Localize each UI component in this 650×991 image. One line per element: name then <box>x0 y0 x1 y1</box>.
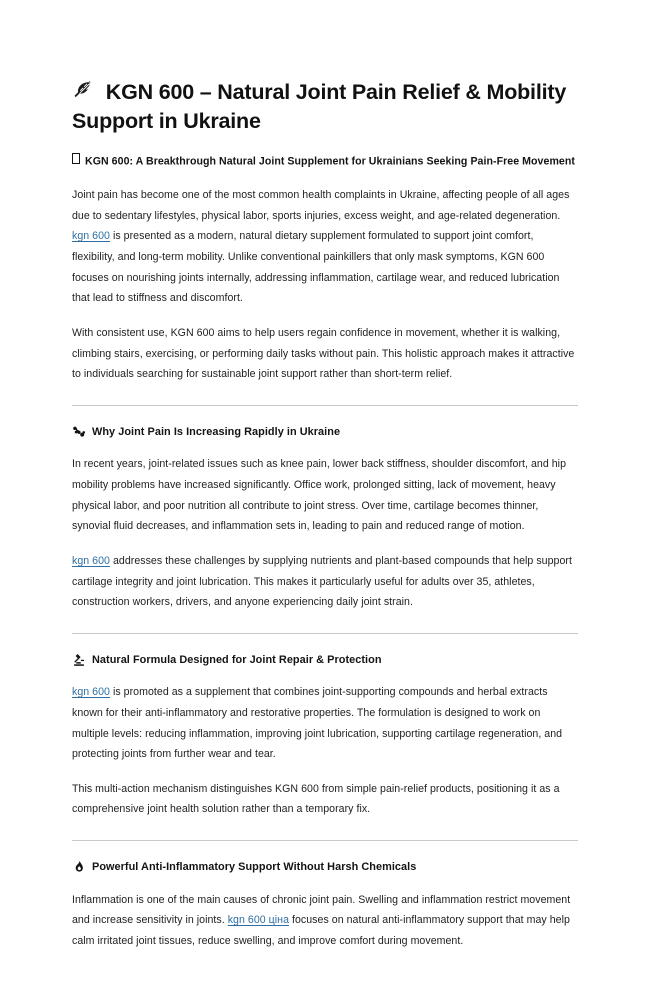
section-heading <box>72 424 578 440</box>
section-paragraph <box>72 682 578 765</box>
intro-paragraph-2: With consistent use, KGN 600 aims to help users regain confidence in movement, whether it is walking, climbing stairs, exercising, or performing daily tasks without pain. This holistic approach makes it attractive to individuals searching for sustainable joint support rather than short-term relief. <box>72 326 575 381</box>
section-natural-formula <box>72 652 578 820</box>
flame-icon <box>72 860 86 874</box>
lead-subtitle-text: KGN 600: A Breakthrough Natural Joint Supplement for Ukrainians Seeking Pain-Free Movement <box>85 155 575 168</box>
section-paragraph-text-after: focuses on natural anti-inflammatory support that may help calm irritated joint tissues, reduce swelling, and improve comfort during movement. <box>72 914 570 947</box>
section-paragraph: This multi-action mechanism distinguishes KGN 600 from simple pain-relief products, positioning it as a comprehensive joint health solution rather than a temporary fix. <box>72 782 560 816</box>
page-title-text: KGN 600 – Natural Joint Pain Relief & Mobility Support in Ukraine <box>72 80 567 133</box>
intro-paragraph-1 <box>72 185 578 309</box>
section-paragraph-text: is promoted as a supplement that combines joint-supporting compounds and herbal extracts known for their anti-inflammatory and restorative properties. The formulation is designed to work on multiple levels: reducing inflammation, improving joint lubrication, supporting cartilage regeneration, and protecting joints from further wear and tear. <box>72 686 563 761</box>
missing-glyph-box-icon <box>72 153 80 165</box>
herb-leaf-icon <box>72 80 94 102</box>
kgn-600-link[interactable]: kgn 600 <box>72 230 110 243</box>
section-paragraph <box>72 890 578 952</box>
section-divider <box>72 840 578 841</box>
page-title <box>72 78 578 136</box>
section-why-joint-pain <box>72 424 578 613</box>
bone-xray-icon <box>72 425 86 439</box>
kgn-600-cina-link[interactable]: kgn 600 ціна <box>227 914 290 927</box>
section-heading-text: Powerful Anti-Inflammatory Support Without Harsh Chemicals <box>92 861 417 874</box>
section-paragraph <box>72 551 578 613</box>
section-paragraph-text: addresses these challenges by supplying nutrients and plant-based compounds that help support cartilage integrity and joint lubrication. This makes it particularly useful for adults over 35, athletes, construction workers, drivers, and anyone experiencing daily joint strain. <box>72 554 572 609</box>
section-heading-text: Why Joint Pain Is Increasing Rapidly in Ukraine <box>92 425 341 438</box>
kgn-600-link[interactable]: kgn 600 <box>72 686 110 699</box>
section-heading <box>72 859 578 875</box>
intro-p1-text-after: is presented as a modern, natural dietary supplement formulated to support joint comfort, flexibility, and long-term mobility. Unlike conventional painkillers that only mask symptoms, KGN 600 focuses on nourishing joints internally, addressing inflammation, cartilage wear, and reduced lubrication that lead to stiffness and discomfort. <box>72 230 560 305</box>
section-anti-inflammatory <box>72 859 578 951</box>
section-heading-text: Natural Formula Designed for Joint Repair & Protection <box>92 653 382 666</box>
section-heading <box>72 652 578 668</box>
lead-subtitle <box>72 153 578 170</box>
section-paragraph: In recent years, joint-related issues such as knee pain, lower back stiffness, shoulder discomfort, and hip mobility problems have increased significantly. Office work, prolonged sitting, lack of movement, heavy physical labor, and poor nutrition all contribute to joint stress. Over time, cartilage becomes thinner, synovial fluid decreases, and inflammation sets in, leading to pain and reduced range of motion. <box>72 458 567 533</box>
section-divider <box>72 405 578 406</box>
section-paragraph-text-before: Inflammation is one of the main causes of chronic joint pain. Swelling and inflammation restrict movement and increase sensitivity in joints. <box>72 893 571 927</box>
microscope-icon <box>72 653 86 667</box>
section-divider <box>72 633 578 634</box>
intro-p1-text-before: Joint pain has become one of the most common health complaints in Ukraine, affecting people of all ages due to sedentary lifestyles, physical labor, sports injuries, excess weight, and age-related degeneration. <box>72 188 570 222</box>
kgn-600-link[interactable]: kgn 600 <box>72 554 110 567</box>
